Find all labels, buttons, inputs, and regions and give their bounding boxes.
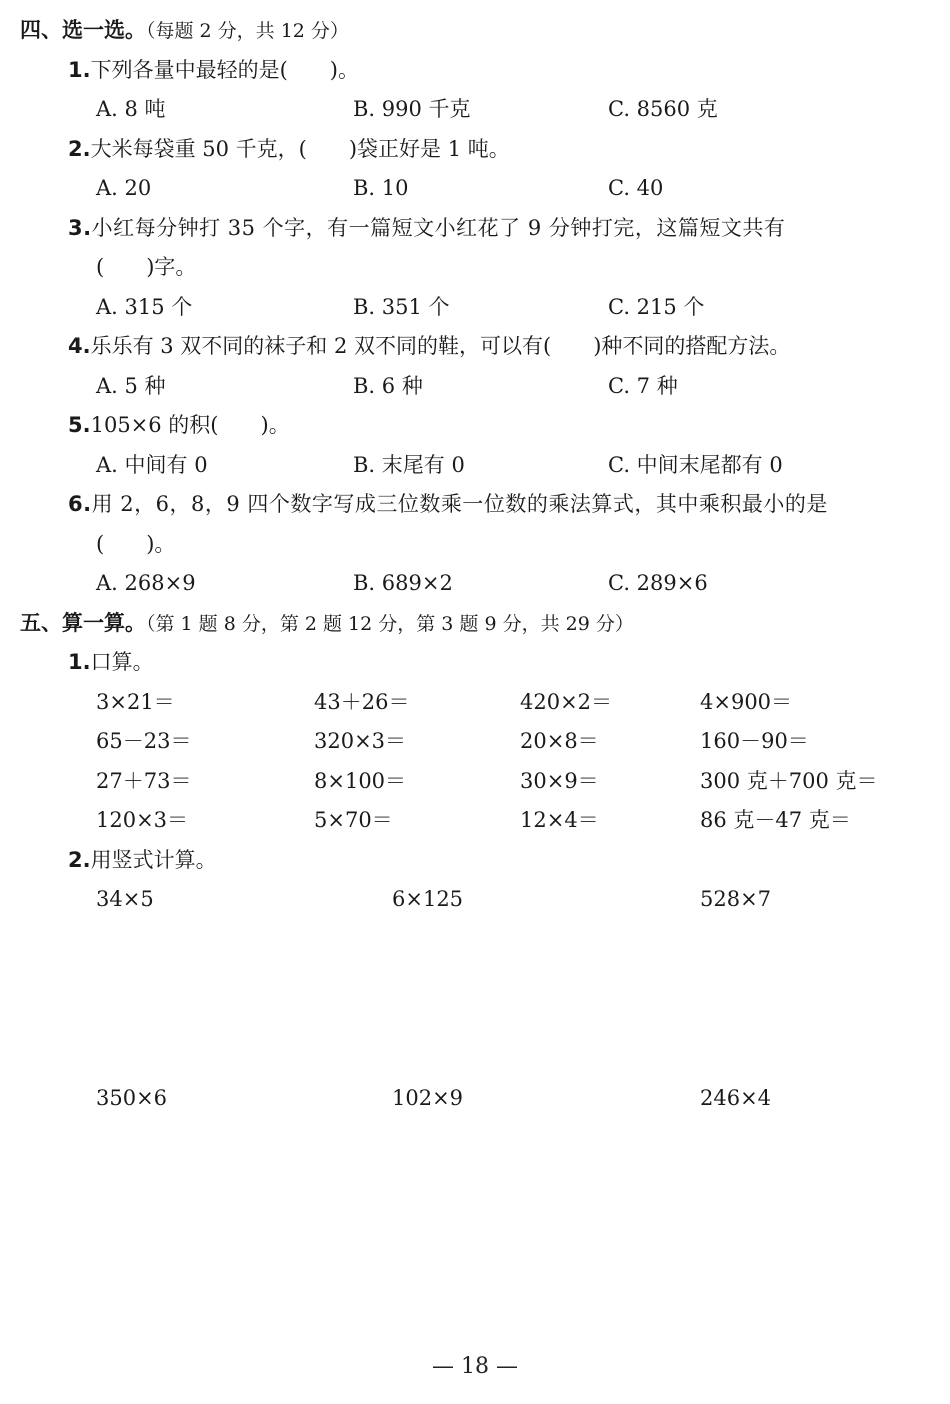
oral-problem: 120×3＝ (96, 808, 189, 832)
question-text: 乐乐有 3 双不同的袜子和 2 双不同的鞋，可以有( )种不同的搭配方法。 (90, 334, 791, 358)
oral-problem: 4×900＝ (700, 690, 793, 714)
part-1-heading (68, 643, 154, 681)
question-6 (68, 485, 934, 523)
option-a[interactable]: A. 中间有 0 (96, 453, 208, 477)
question-number: 4. (68, 334, 91, 358)
question-number: 6. (68, 492, 92, 516)
part-number: 1. (68, 650, 91, 674)
option-b[interactable]: B. 689×2 (353, 571, 453, 595)
vertical-problem: 6×125 (392, 887, 464, 911)
oral-problem: 86 克－47 克＝ (700, 808, 851, 832)
question-text: 小红每分钟打 35 个字，有一篇短文小红花了 9 分钟打完，这篇短文共有 (91, 216, 786, 240)
oral-row-3 (0, 762, 950, 800)
page-number: — 18 — (432, 1354, 518, 1379)
section-4-score: （每题 2 分，共 12 分） (146, 20, 349, 42)
oral-problem: 160－90＝ (700, 729, 809, 753)
vertical-row-1 (0, 880, 950, 918)
oral-problem: 300 克＋700 克＝ (700, 769, 878, 793)
question-1 (68, 51, 359, 89)
question-4 (68, 327, 790, 365)
question-text: 下列各量中最轻的是( )。 (90, 58, 359, 82)
options-row-6 (0, 564, 950, 602)
oral-problem: 27＋73＝ (96, 769, 192, 793)
section-5-heading (20, 604, 634, 642)
option-a[interactable]: A. 315 个 (96, 295, 193, 319)
part-2-heading (68, 841, 217, 879)
question-number: 2. (68, 137, 91, 161)
part-number: 2. (68, 848, 91, 872)
option-c[interactable]: C. 7 种 (608, 374, 678, 398)
question-text: 大米每袋重 50 千克，( )袋正好是 1 吨。 (90, 137, 510, 161)
option-c[interactable]: C. 40 (608, 176, 664, 200)
option-b[interactable]: B. 6 种 (353, 374, 423, 398)
options-row-4 (0, 367, 950, 405)
oral-problem: 30×9＝ (520, 769, 599, 793)
option-b[interactable]: B. 351 个 (353, 295, 450, 319)
question-5 (68, 406, 290, 444)
question-3-continued: ( )字。 (96, 255, 197, 279)
oral-problem: 12×4＝ (520, 808, 599, 832)
option-c[interactable]: C. 215 个 (608, 295, 705, 319)
option-a[interactable]: A. 5 种 (96, 374, 166, 398)
oral-problem: 320×3＝ (314, 729, 407, 753)
oral-problem: 43＋26＝ (314, 690, 410, 714)
oral-problem: 20×8＝ (520, 729, 599, 753)
option-b[interactable]: B. 末尾有 0 (353, 453, 465, 477)
question-number: 1. (68, 58, 91, 82)
option-c[interactable]: C. 289×6 (608, 571, 708, 595)
question-text: 105×6 的积( )。 (90, 413, 290, 437)
options-row-5 (0, 446, 950, 484)
question-number: 5. (68, 413, 91, 437)
option-a[interactable]: A. 20 (96, 176, 152, 200)
oral-problem: 8×100＝ (314, 769, 407, 793)
question-2 (68, 130, 510, 168)
part-title: 用竖式计算。 (90, 848, 217, 872)
option-b[interactable]: B. 10 (353, 176, 409, 200)
part-title: 口算。 (90, 650, 154, 674)
section-4-title: 四、选一选。 (20, 18, 146, 42)
options-row-3 (0, 288, 950, 326)
vertical-problem: 246×4 (700, 1086, 772, 1110)
question-text: 用 2，6，8，9 四个数字写成三位数乘一位数的乘法算式，其中乘积最小的是 (91, 492, 828, 516)
option-a[interactable]: A. 8 吨 (96, 97, 166, 121)
option-b[interactable]: B. 990 千克 (353, 97, 471, 121)
oral-problem: 65－23＝ (96, 729, 192, 753)
oral-problem: 5×70＝ (314, 808, 393, 832)
vertical-row-2 (0, 1079, 950, 1117)
oral-problem: 420×2＝ (520, 690, 613, 714)
option-c[interactable]: C. 8560 克 (608, 97, 718, 121)
oral-problem: 3×21＝ (96, 690, 175, 714)
section-5-score: （第 1 题 8 分，第 2 题 12 分，第 3 题 9 分，共 29 分） (146, 613, 634, 635)
options-row-2 (0, 169, 950, 207)
question-6-continued: ( )。 (96, 532, 176, 556)
section-4-heading (20, 11, 349, 49)
oral-row-4 (0, 801, 950, 839)
oral-row-2 (0, 722, 950, 760)
oral-row-1 (0, 683, 950, 721)
vertical-problem: 350×6 (96, 1086, 168, 1110)
option-a[interactable]: A. 268×9 (96, 571, 196, 595)
options-row-1 (0, 90, 950, 128)
vertical-problem: 528×7 (700, 887, 772, 911)
option-c[interactable]: C. 中间末尾都有 0 (608, 453, 783, 477)
section-5-title: 五、算一算。 (20, 611, 146, 635)
question-number: 3. (68, 216, 92, 240)
vertical-problem: 102×9 (392, 1086, 464, 1110)
vertical-problem: 34×5 (96, 887, 154, 911)
question-3 (68, 209, 934, 247)
